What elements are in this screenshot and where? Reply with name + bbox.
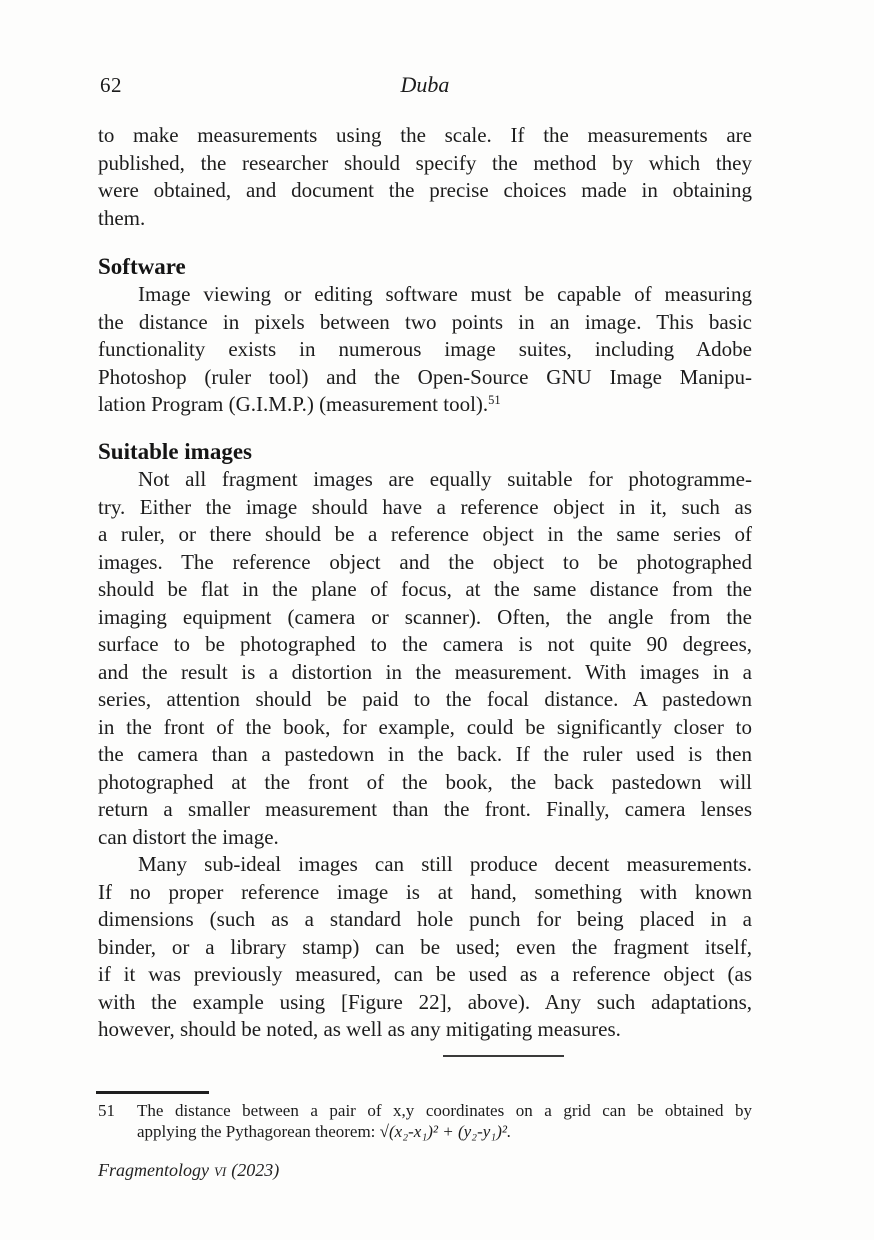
section-heading-software: Software [98,254,186,279]
section-heading-suitable-images: Suitable images [98,439,252,464]
text-line: to make measurements using the scale. If the measurements are [98,123,752,147]
footnote-separator-rule [96,1091,209,1094]
text-line: should be flat in the plane of focus, at the same distance from the [98,577,752,601]
running-head: Duba [400,72,450,97]
text-line: imaging equipment (camera or scanner). Often, the angle from the [98,604,752,629]
text-line: Many sub-ideal images can still produce decent measurements. [138,852,752,876]
footnote-reference: 51 [488,393,501,407]
text-line: and the result is a distortion in the measurement. With images in a [98,659,752,684]
intro-paragraph [98,122,752,232]
footnote [98,1100,752,1142]
journal-title: Fragmentology [98,1160,209,1180]
text-line: however, should be noted, as well as any mitigating measures. [98,1017,621,1041]
text-line: applying the Pythagorean theorem: √(x₂-x₁)² + (y₂-y₁)². [137,1122,512,1141]
page-number: 62 [100,73,122,97]
text-line: them. [98,205,146,230]
text-line: if it was previously measured, can be used as a reference object (as [98,962,752,986]
text-line: try. Either the image should have a reference object in it, such as [98,494,752,519]
journal-year: (2023) [231,1160,280,1180]
text-line: The distance between a pair of x,y coordinates on a grid can be obtained by [137,1101,752,1120]
text-line: in the front of the book, for example, could be significantly closer to [98,714,752,739]
journal-volume: vi [213,1160,227,1180]
text-line: Not all fragment images are equally suitable for photogramme- [138,467,752,491]
section-end-divider-rule [443,1055,564,1057]
text-line: series, attention should be paid to the focal distance. A pastedown [98,687,752,711]
text-line: photographed at the front of the book, the back pastedown will [98,769,752,794]
text-line: were obtained, and document the precise choices made in obtaining [98,178,752,202]
text-line: binder, or a library stamp) can be used; even the fragment itself, [98,934,752,959]
text-line: functionality exists in numerous image suites, including Adobe [98,337,752,361]
text-line: Photoshop (ruler tool) and the Open-Source GNU Image Manipu- [98,364,752,389]
text-line: published, the researcher should specify the method by which they [98,150,752,175]
text-line: dimensions (such as a standard hole punch for being placed in a [98,907,752,931]
text-line: If no proper reference image is at hand, something with known [98,879,752,904]
text-line: the distance in pixels between two points in an image. This basic [98,309,752,334]
footnote-text [137,1100,752,1142]
text-line: surface to be photographed to the camera is not quite 90 degrees, [98,632,752,656]
text-line: images. The reference object and the object to be photographed [98,549,752,574]
text-line: return a smaller measurement than the front. Finally, camera lenses [98,797,752,821]
suitable-images-paragraph-2 [98,851,752,1044]
journal-footer [98,1160,752,1181]
text-line: lation Program (G.I.M.P.) (measurement tool).$^{51}$ [98,392,501,416]
text-line: a ruler, or there should be a reference object in the same series of [98,522,752,546]
text-line: with the example using [Figure 22], above). Any such adaptations, [98,989,752,1014]
software-paragraph [98,281,752,419]
text-line: the camera than a pastedown in the back. If the ruler used is then [98,742,752,766]
text-line: can distort the image. [98,824,279,849]
text-line: Image viewing or editing software must be capable of measuring [138,282,752,306]
math-formula: √(x₂-x₁)² + (y₂-y₁)². [379,1122,512,1141]
suitable-images-paragraph-1 [98,466,752,851]
page-header [98,72,752,100]
footnote-number: 51 [98,1101,115,1120]
